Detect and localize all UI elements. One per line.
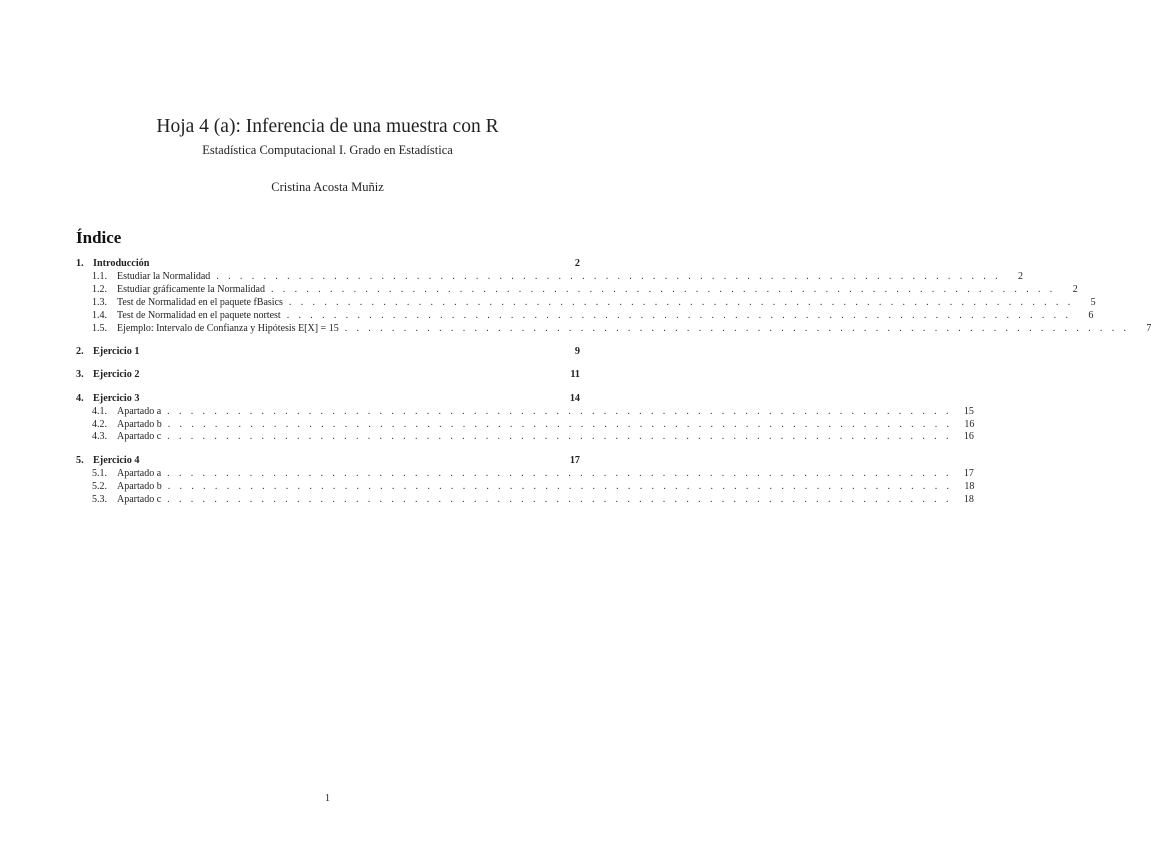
toc-subsection-title: Apartado c <box>117 493 162 505</box>
toc-leader-dots: . . . . . . . . . . . . . . . . . . . . . . . . . . . . . . . . . . . . . . . . . . . . . . . . . . . . . . . . . . . . . . . . . . . <box>288 296 1074 308</box>
toc-subsection-page: 2 <box>1072 283 1078 295</box>
toc-subsection-page: 7 <box>1146 322 1151 334</box>
toc-section-number: 1. <box>76 258 84 269</box>
toc-subsection-title: Apartado b <box>117 418 162 430</box>
toc-subsection-page: 6 <box>1088 309 1094 321</box>
toc-subsection-number: 4.1. <box>92 405 107 417</box>
toc-subsection-title: Test de Normalidad en el paquete nortest <box>117 309 281 321</box>
toc-subsection-page: 5 <box>1090 296 1096 308</box>
toc-subsection-entry[interactable] <box>76 418 975 431</box>
toc-leader-dots: . . . . . . . . . . . . . . . . . . . . . . . . . . . . . . . . . . . . . . . . . . . . . . . . . . . . . . . . . . . . . . . . . . . <box>286 309 1072 321</box>
toc-subsection-page: 18 <box>963 493 974 505</box>
toc-subsection-title: Estudiar la Normalidad <box>117 270 211 282</box>
toc-subsection-entry[interactable] <box>76 296 1096 309</box>
toc-section-title: Ejercicio 3 <box>93 392 140 404</box>
toc-section-title: Introducción <box>93 258 150 269</box>
toc-section-number: 3. <box>76 369 84 381</box>
toc-subsection-entry[interactable] <box>76 467 974 480</box>
toc-leader-dots: . . . . . . . . . . . . . . . . . . . . . . . . . . . . . . . . . . . . . . . . . . . . . . . . . . . . . . . . . . . . . . . . . . . <box>167 493 952 505</box>
toc-subsection-title: Test de Normalidad en el paquete fBasics <box>117 296 283 308</box>
toc-subsection-entry[interactable] <box>76 309 1094 322</box>
toc-leader-dots: . . . . . . . . . . . . . . . . . . . . . . . . . . . . . . . . . . . . . . . . . . . . . . . . . . . . . . . . . . . . . . . . . . . <box>344 322 1130 334</box>
toc-subsection-page: 15 <box>963 405 974 417</box>
toc-subsection-title: Apartado b <box>117 480 162 492</box>
toc-subsection-page: 17 <box>963 467 974 479</box>
toc-subsection-number: 1.4. <box>92 309 107 321</box>
toc-section-title: Ejercicio 1 <box>93 345 140 357</box>
toc-subsection-entry[interactable] <box>76 493 974 506</box>
toc-section-number: 5. <box>76 454 84 466</box>
toc-subsection-page: 18 <box>964 480 975 492</box>
toc-subsection-entry[interactable] <box>76 322 1151 335</box>
document-author: Cristina Acosta Muñiz <box>271 180 384 194</box>
toc-section-number: 4. <box>76 392 84 404</box>
toc-subsection-title: Apartado a <box>117 467 162 479</box>
toc-subsection-number: 5.3. <box>92 493 107 505</box>
toc-subsection-number: 4.2. <box>92 418 107 430</box>
toc-leader-dots: . . . . . . . . . . . . . . . . . . . . . . . . . . . . . . . . . . . . . . . . . . . . . . . . . . . . . . . . . . . . . . . . . . . <box>216 270 1002 282</box>
page-number: 1 <box>324 793 331 804</box>
toc-section-page: 9 <box>574 345 580 357</box>
toc-section-page: 17 <box>569 454 580 466</box>
toc-leader-dots: . . . . . . . . . . . . . . . . . . . . . . . . . . . . . . . . . . . . . . . . . . . . . . . . . . . . . . . . . . . . . . . . . . . <box>167 418 953 430</box>
document-subtitle: Estadística Computacional I. Grado en Estadística <box>202 143 453 157</box>
toc-leader-dots: . . . . . . . . . . . . . . . . . . . . . . . . . . . . . . . . . . . . . . . . . . . . . . . . . . . . . . . . . . . . . . . . . . . <box>167 467 952 479</box>
toc-heading: Índice <box>76 228 122 247</box>
toc-subsection-entry[interactable] <box>76 480 975 493</box>
toc-subsection-entry[interactable] <box>76 283 1078 296</box>
toc-subsection-entry[interactable] <box>76 270 1024 283</box>
toc-section-title: Ejercicio 2 <box>93 369 140 381</box>
toc-subsection-number: 1.3. <box>92 296 107 308</box>
toc-section-entry[interactable] <box>76 392 580 405</box>
toc-subsection-page: 16 <box>963 431 974 443</box>
toc-subsection-title: Apartado c <box>117 431 162 443</box>
toc-subsection-number: 1.5. <box>92 322 107 334</box>
toc-subsection-title: Ejemplo: Intervalo de Confianza y Hipótesis E[X] = 15 <box>117 322 339 334</box>
toc-section-entry[interactable] <box>76 257 580 270</box>
toc-subsection-number: 1.2. <box>92 283 107 295</box>
toc-subsection-entry[interactable] <box>76 405 974 418</box>
document-title: Hoja 4 (a): Inferencia de una muestra con R <box>156 116 499 137</box>
toc-leader-dots: . . . . . . . . . . . . . . . . . . . . . . . . . . . . . . . . . . . . . . . . . . . . . . . . . . . . . . . . . . . . . . . . . . . <box>167 405 952 417</box>
toc-subsection-page: 2 <box>1018 270 1024 282</box>
toc-leader-dots: . . . . . . . . . . . . . . . . . . . . . . . . . . . . . . . . . . . . . . . . . . . . . . . . . . . . . . . . . . . . . . . . . . . <box>271 283 1056 295</box>
toc-section-entry[interactable] <box>76 368 580 381</box>
toc-section-page: 2 <box>574 258 580 269</box>
toc-section-entry[interactable] <box>76 345 580 358</box>
toc-subsection-number: 1.1. <box>92 270 107 282</box>
toc-section-page: 14 <box>569 392 580 404</box>
toc-leader-dots: . . . . . . . . . . . . . . . . . . . . . . . . . . . . . . . . . . . . . . . . . . . . . . . . . . . . . . . . . . . . . . . . . . . <box>167 431 952 443</box>
toc-section-number: 2. <box>76 345 84 357</box>
toc-section-title: Ejercicio 4 <box>93 454 140 466</box>
toc-section-page: 11 <box>570 369 580 381</box>
toc-subsection-title: Apartado a <box>117 405 162 417</box>
toc-leader-dots: . . . . . . . . . . . . . . . . . . . . . . . . . . . . . . . . . . . . . . . . . . . . . . . . . . . . . . . . . . . . . . . . . . . <box>167 480 953 492</box>
toc-subsection-number: 4.3. <box>92 431 107 443</box>
toc-subsection-entry[interactable] <box>76 430 974 443</box>
toc-section-entry[interactable] <box>76 454 580 467</box>
toc-subsection-number: 5.2. <box>92 480 107 492</box>
toc-subsection-number: 5.1. <box>92 467 107 479</box>
toc-subsection-title: Estudiar gráficamente la Normalidad <box>117 283 265 295</box>
toc-subsection-page: 16 <box>964 418 975 430</box>
